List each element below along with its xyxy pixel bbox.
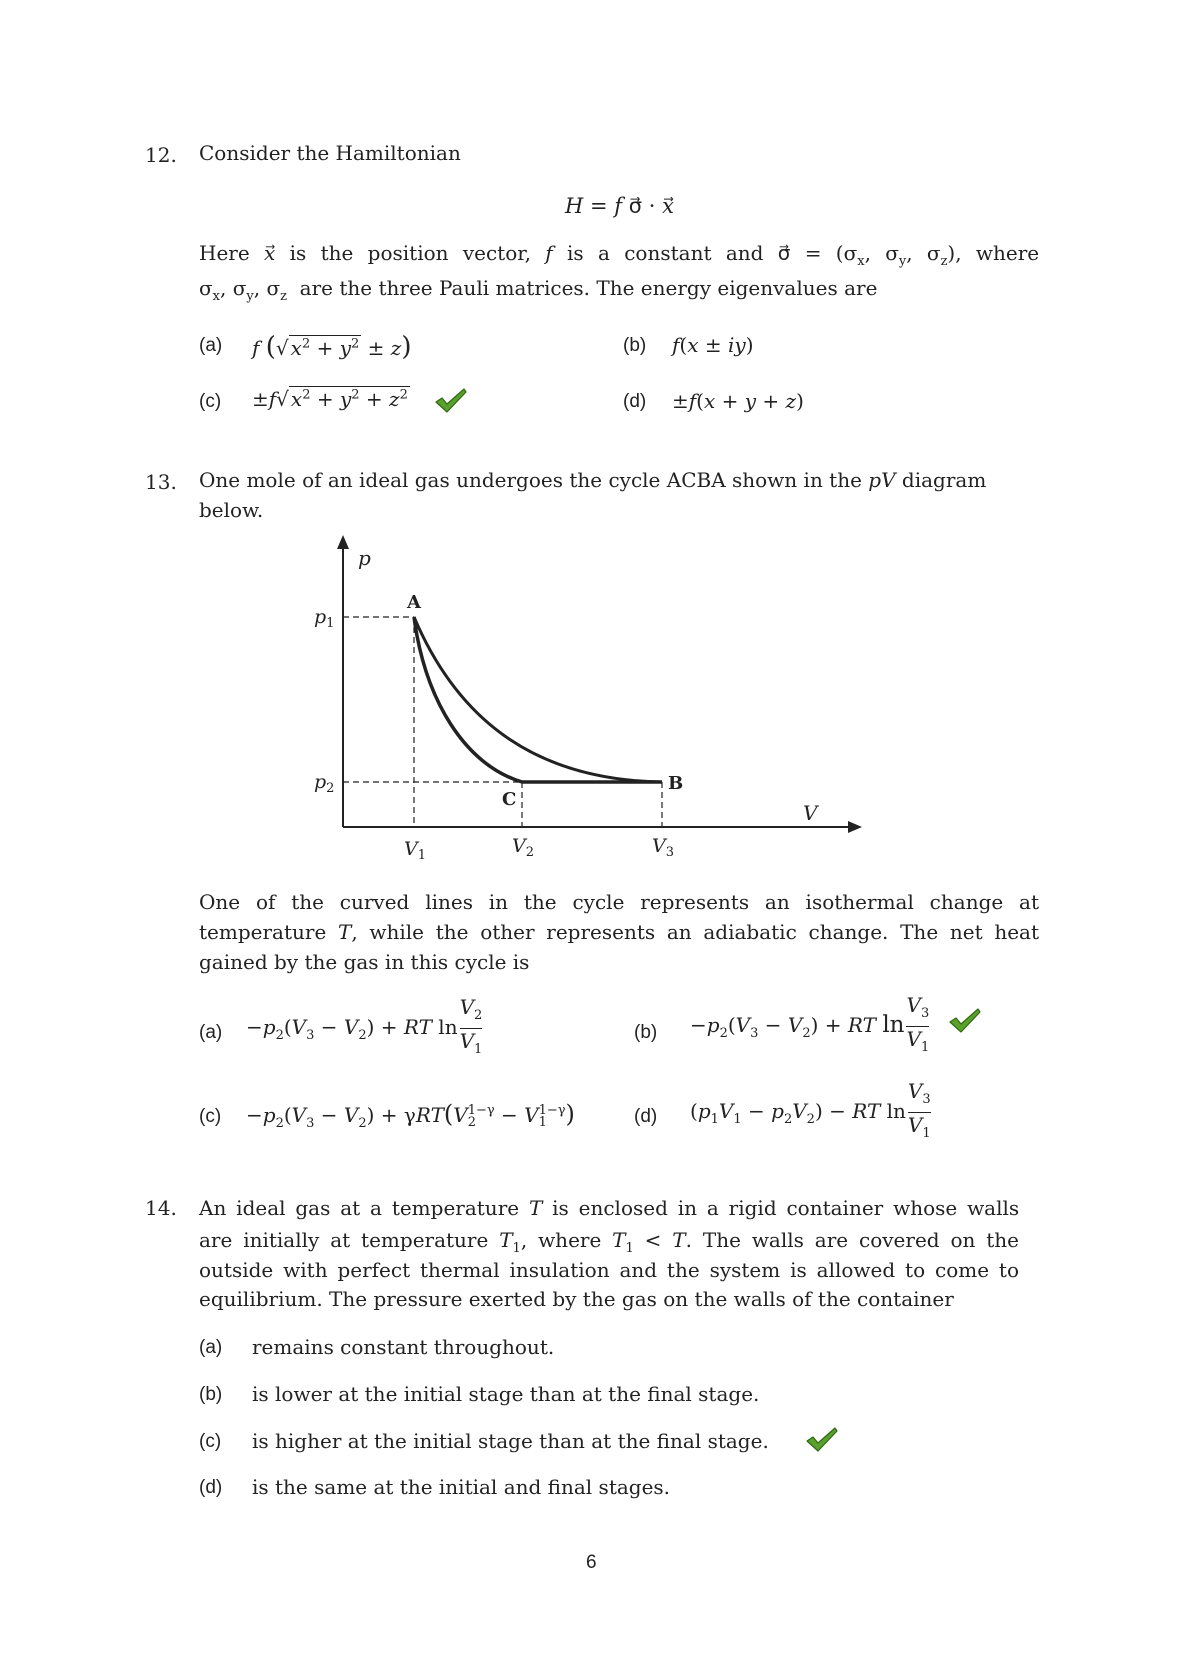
v3-label: $V_3$ bbox=[652, 835, 675, 860]
q12-number: 12. bbox=[145, 143, 177, 167]
q13-correct-check-icon bbox=[948, 1008, 982, 1034]
q12-equation: H = f σ⃗ · x bbox=[565, 194, 674, 218]
q13-text-line2: below. bbox=[199, 498, 264, 522]
q13-number: 13. bbox=[145, 470, 177, 494]
q14-option-b-text: is lower at the initial stage than at the final stage. bbox=[252, 1382, 760, 1406]
q14-correct-check-icon bbox=[805, 1427, 839, 1453]
q12-text-line1: Here x⃗ is the position vector, f is a constant and σ⃗ = ($\sigma_x$, $\sigma_y$, $\sigma_z$), where bbox=[199, 241, 1040, 269]
adiabatic-curve-ac bbox=[414, 617, 522, 782]
isothermal-curve-ab bbox=[414, 617, 662, 782]
q12-option-d-expr: ±f(x + y + z) bbox=[672, 389, 804, 413]
q14-option-c-text: is higher at the initial stage than at the final stage. bbox=[252, 1429, 769, 1453]
q14-option-a-text: remains constant throughout. bbox=[252, 1335, 555, 1359]
v2-label: $V_2$ bbox=[512, 835, 535, 860]
q14-text-line3: outside with perfect thermal insulation and the system is allowed to come to bbox=[199, 1258, 1019, 1282]
q13-para-line1: One of the curved lines in the cycle represents an isothermal change at bbox=[199, 890, 1039, 914]
page-number: 6 bbox=[586, 1552, 597, 1573]
p2-label: $p_2$ bbox=[314, 771, 335, 796]
p1-label: $p_1$ bbox=[314, 606, 335, 631]
q13-option-a-label: (a) bbox=[199, 1022, 223, 1043]
q12-option-c-label: (c) bbox=[199, 391, 222, 412]
q12-option-a-label: (a) bbox=[199, 335, 223, 356]
point-b-label: B bbox=[668, 773, 684, 794]
v-axis-arrow-icon bbox=[848, 821, 862, 833]
v-axis-label: V bbox=[803, 801, 818, 825]
q13-option-d-expr: $(p_1V_1 - p_2V_2)$ − RT ln $\frac{V_3}{V_1}$ bbox=[690, 1079, 931, 1141]
q12-option-b-expr: f(x ± iy) bbox=[672, 333, 754, 357]
point-a-label: A bbox=[407, 592, 421, 613]
q13-pv-diagram bbox=[290, 535, 880, 870]
q13-option-c-label: (c) bbox=[199, 1106, 222, 1127]
p-axis-arrow-icon bbox=[337, 535, 349, 549]
q14-text-line4: equilibrium. The pressure exerted by the gas on the walls of the container bbox=[199, 1287, 954, 1311]
q14-option-c-label: (c) bbox=[199, 1431, 222, 1452]
q13-option-a-expr: $-p_2(V_3 - V_2)$ + RT ln $\frac{V_2}{V_1}$ bbox=[246, 995, 483, 1057]
q12-text-line2: $\sigma_x$, $\sigma_y$, $\sigma_z$ are the three Pauli matrices. The energy eigenvalues are bbox=[199, 276, 878, 304]
v1-label: $V_1$ bbox=[404, 838, 427, 863]
q12-option-b-label: (b) bbox=[623, 335, 647, 356]
q13-para-line3: gained by the gas in this cycle is bbox=[199, 950, 530, 974]
q13-option-d-label: (d) bbox=[634, 1106, 658, 1127]
q13-option-b-label: (b) bbox=[634, 1022, 658, 1043]
point-c-label: C bbox=[502, 789, 517, 810]
p-axis-label: p bbox=[358, 546, 371, 570]
q13-option-b-expr: $-p_2(V_3 - V_2)$ + RT ln $\frac{V_3}{V_1}$ bbox=[690, 993, 930, 1055]
q14-option-a-label: (a) bbox=[199, 1337, 223, 1358]
q13-text-line1: One mole of an ideal gas undergoes the cycle ACBA shown in the pV diagram bbox=[199, 468, 987, 492]
q13-option-c-expr: $-p_2(V_3 - V_2) + \gamma RT(V$ 1−γ 2 − V 1−γ 1 ) bbox=[246, 1100, 575, 1131]
q14-option-d-text: is the same at the initial and final stages. bbox=[252, 1475, 671, 1499]
q14-text-line2: are initially at temperature $T_1$, where $T_1 < T$. The walls are covered on the bbox=[199, 1228, 1020, 1256]
q12-correct-check-icon bbox=[434, 388, 468, 414]
q14-number: 14. bbox=[145, 1196, 177, 1220]
q12-intro: Consider the Hamiltonian bbox=[199, 141, 461, 165]
q13-para-line2: temperature T, while the other represents an adiabatic change. The net heat bbox=[199, 920, 1040, 944]
q12-option-d-label: (d) bbox=[623, 391, 647, 412]
q14-option-d-label: (d) bbox=[199, 1477, 223, 1498]
q14-option-b-label: (b) bbox=[199, 1384, 223, 1405]
q14-text-line1: An ideal gas at a temperature T is enclosed in a rigid container whose walls bbox=[199, 1196, 1020, 1220]
q12-option-c-expr: ±f√ $x^2 + y^2 + z^2$ bbox=[252, 387, 408, 411]
q12-option-a-expr: f (√ $x^2 + y^2 \pm z$) bbox=[252, 332, 412, 362]
